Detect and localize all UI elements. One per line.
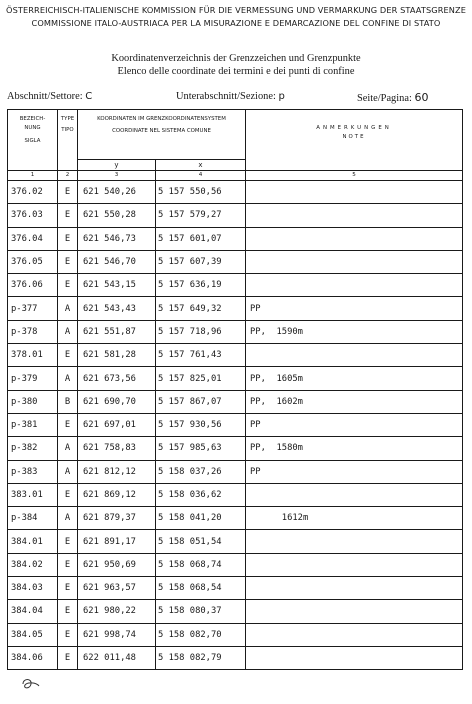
x-coordinate-cell: 5 158 080,37 (156, 600, 246, 623)
table-row (8, 623, 463, 646)
bezeichnung-cell: 383.01 (8, 483, 58, 506)
x-coordinate-cell: 5 158 068,74 (156, 553, 246, 576)
y-coordinate-cell: 621 673,56 (78, 367, 156, 390)
x-coordinate-cell: 5 157 718,96 (156, 320, 246, 343)
bezeichnung-cell: p-377 (8, 297, 58, 320)
note-cell (246, 530, 463, 553)
table-row (8, 297, 463, 320)
col-num-3: 3 (78, 171, 156, 181)
abschnitt-value: C (85, 91, 93, 102)
y-coordinate-cell: 621 546,73 (78, 227, 156, 250)
table-row (8, 507, 463, 530)
note-cell (246, 623, 463, 646)
table-row (8, 227, 463, 250)
x-coordinate-cell: 5 158 068,54 (156, 577, 246, 600)
y-coordinate-cell: 621 879,37 (78, 507, 156, 530)
table-row (8, 390, 463, 413)
type-cell: E (58, 577, 78, 600)
y-coordinate-cell: 621 963,57 (78, 577, 156, 600)
x-coordinate-cell: 5 157 607,39 (156, 250, 246, 273)
type-cell: E (58, 483, 78, 506)
seite-value: 60 (414, 91, 429, 104)
note-cell: PP, 1580m (246, 437, 463, 460)
bezeichnung-cell: p-379 (8, 367, 58, 390)
note-cell (246, 344, 463, 367)
x-coordinate-cell: 5 158 037,26 (156, 460, 246, 483)
type-cell: E (58, 227, 78, 250)
note-cell: PP, 1602m (246, 390, 463, 413)
note-cell: PP, 1590m (246, 320, 463, 343)
type-cell: A (58, 367, 78, 390)
type-cell: A (58, 507, 78, 530)
coordinates-table (7, 109, 463, 670)
note-cell (246, 227, 463, 250)
col-header-typ (58, 110, 78, 171)
table-row (8, 460, 463, 483)
note-cell (246, 250, 463, 273)
y-coordinate-cell: 621 543,15 (78, 274, 156, 297)
type-cell: E (58, 204, 78, 227)
type-cell: E (58, 646, 78, 669)
bezeichnung-cell: 384.06 (8, 646, 58, 669)
x-coordinate-cell: 5 157 825,01 (156, 367, 246, 390)
note-cell (246, 181, 463, 204)
bezeichnung-cell: p-383 (8, 460, 58, 483)
bezeichnung-cell: 384.04 (8, 600, 58, 623)
y-coordinate-cell: 621 950,69 (78, 553, 156, 576)
type-cell: E (58, 623, 78, 646)
type-cell: E (58, 250, 78, 273)
unterabschnitt-label: Unterabschnitt/Sezione: (176, 91, 276, 102)
table-row (8, 600, 463, 623)
note-cell (246, 204, 463, 227)
bezeichnung-cell: 378.01 (8, 344, 58, 367)
bezeichnung-cell: p-382 (8, 437, 58, 460)
col-header-anm-1: ANMERKUNGEN (316, 125, 392, 131)
seite (357, 91, 428, 104)
handwritten-mark-icon (20, 676, 42, 696)
note-cell (246, 600, 463, 623)
type-cell: E (58, 274, 78, 297)
unterabschnitt-value: p (278, 91, 285, 102)
type-cell: A (58, 460, 78, 483)
type-cell: A (58, 297, 78, 320)
x-coordinate-cell: 5 157 930,56 (156, 413, 246, 436)
bezeichnung-cell: 384.03 (8, 577, 58, 600)
y-coordinate-cell: 621 540,26 (78, 181, 156, 204)
table-row (8, 437, 463, 460)
table-row (8, 483, 463, 506)
x-coordinate-cell: 5 158 051,54 (156, 530, 246, 553)
abschnitt (7, 91, 92, 102)
bezeichnung-cell: 376.03 (8, 204, 58, 227)
note-cell: 1612m (246, 507, 463, 530)
type-cell: E (58, 530, 78, 553)
col-header-bez (8, 110, 58, 171)
x-coordinate-cell: 5 157 550,56 (156, 181, 246, 204)
header-line-it: COMMISSIONE ITALO-AUSTRIACA PER LA MISURAZIONE E DEMARCAZIONE DEL CONFINE DI STATO (31, 18, 441, 28)
bezeichnung-cell: 376.06 (8, 274, 58, 297)
col-header-bez-1: BEZEICH- (19, 116, 46, 122)
table-row (8, 344, 463, 367)
x-coordinate-cell: 5 157 761,43 (156, 344, 246, 367)
y-coordinate-cell: 621 869,12 (78, 483, 156, 506)
note-cell (246, 646, 463, 669)
x-coordinate-cell: 5 157 985,63 (156, 437, 246, 460)
col-num-1: 1 (8, 171, 58, 181)
type-cell: A (58, 437, 78, 460)
x-coordinate-cell: 5 158 082,70 (156, 623, 246, 646)
x-coordinate-cell: 5 157 636,19 (156, 274, 246, 297)
y-coordinate-cell: 622 011,48 (78, 646, 156, 669)
y-coordinate-cell: 621 546,70 (78, 250, 156, 273)
y-coordinate-cell: 621 697,01 (78, 413, 156, 436)
note-cell: PP (246, 413, 463, 436)
table-row (8, 530, 463, 553)
note-cell: PP (246, 297, 463, 320)
seite-label: Seite/Pagina: (357, 93, 412, 104)
bezeichnung-cell: p-384 (8, 507, 58, 530)
col-header-typ-1: TYPE (60, 116, 75, 122)
y-coordinate-cell: 621 758,83 (78, 437, 156, 460)
bezeichnung-cell: 376.02 (8, 181, 58, 204)
header-line-de: ÖSTERREICHISCH-ITALIENISCHE KOMMISSION FÜR DIE VERMESSUNG UND VERMARKUNG DER STAATSGRENZE (6, 5, 466, 15)
col-num-2: 2 (58, 171, 78, 181)
type-cell: E (58, 600, 78, 623)
note-cell: PP (246, 460, 463, 483)
col-header-bez-2: NUNG (24, 125, 41, 131)
col-header-y: y (78, 160, 156, 171)
col-header-anm-2: NOTE (342, 134, 366, 140)
table-row (8, 274, 463, 297)
col-header-coord (78, 110, 246, 160)
bezeichnung-cell: 384.01 (8, 530, 58, 553)
type-cell: E (58, 413, 78, 436)
abschnitt-label: Abschnitt/Settore: (7, 91, 83, 102)
col-header-coord-2: COORDINATE NEL SISTEMA COMUNE (112, 128, 211, 134)
type-cell: E (58, 553, 78, 576)
title-de: Koordinatenverzeichnis der Grenzzeichen und Grenzpunkte (111, 53, 361, 64)
y-coordinate-cell: 621 543,43 (78, 297, 156, 320)
table-row (8, 367, 463, 390)
y-coordinate-cell: 621 581,28 (78, 344, 156, 367)
x-coordinate-cell: 5 158 036,62 (156, 483, 246, 506)
note-cell (246, 483, 463, 506)
bezeichnung-cell: p-381 (8, 413, 58, 436)
table-row (8, 577, 463, 600)
col-header-x: x (156, 160, 246, 171)
x-coordinate-cell: 5 158 082,79 (156, 646, 246, 669)
type-cell: E (58, 344, 78, 367)
table-row (8, 320, 463, 343)
column-number-row (8, 171, 463, 181)
y-coordinate-cell: 621 550,28 (78, 204, 156, 227)
table-row (8, 250, 463, 273)
bezeichnung-cell: 376.05 (8, 250, 58, 273)
table-row (8, 181, 463, 204)
y-coordinate-cell: 621 812,12 (78, 460, 156, 483)
table-row (8, 553, 463, 576)
type-cell: E (58, 181, 78, 204)
y-coordinate-cell: 621 998,74 (78, 623, 156, 646)
x-coordinate-cell: 5 157 601,07 (156, 227, 246, 250)
bezeichnung-cell: 384.02 (8, 553, 58, 576)
type-cell: A (58, 320, 78, 343)
bezeichnung-cell: p-380 (8, 390, 58, 413)
table-header-row (8, 110, 463, 160)
x-coordinate-cell: 5 157 867,07 (156, 390, 246, 413)
y-coordinate-cell: 621 690,70 (78, 390, 156, 413)
note-cell (246, 577, 463, 600)
table-row (8, 413, 463, 436)
table-row (8, 204, 463, 227)
x-coordinate-cell: 5 157 649,32 (156, 297, 246, 320)
type-cell: B (58, 390, 78, 413)
table-row (8, 646, 463, 669)
x-coordinate-cell: 5 157 579,27 (156, 204, 246, 227)
bezeichnung-cell: p-378 (8, 320, 58, 343)
col-num-5: 5 (246, 171, 463, 181)
bezeichnung-cell: 384.05 (8, 623, 58, 646)
unterabschnitt (176, 91, 285, 102)
bezeichnung-cell: 376.04 (8, 227, 58, 250)
col-header-bez-3: SIGLA (24, 138, 41, 144)
col-num-4: 4 (156, 171, 246, 181)
y-coordinate-cell: 621 551,87 (78, 320, 156, 343)
title-it: Elenco delle coordinate dei termini e dei punti di confine (117, 66, 355, 77)
note-cell (246, 274, 463, 297)
y-coordinate-cell: 621 891,17 (78, 530, 156, 553)
y-coordinate-cell: 621 980,22 (78, 600, 156, 623)
note-cell (246, 553, 463, 576)
note-cell: PP, 1605m (246, 367, 463, 390)
col-header-typ-2: TIPO (61, 127, 74, 133)
col-header-anm (246, 110, 463, 171)
col-header-coord-1: KOORDINATEN IM GRENZKOORDINATENSYSTEM (97, 116, 226, 122)
x-coordinate-cell: 5 158 041,20 (156, 507, 246, 530)
